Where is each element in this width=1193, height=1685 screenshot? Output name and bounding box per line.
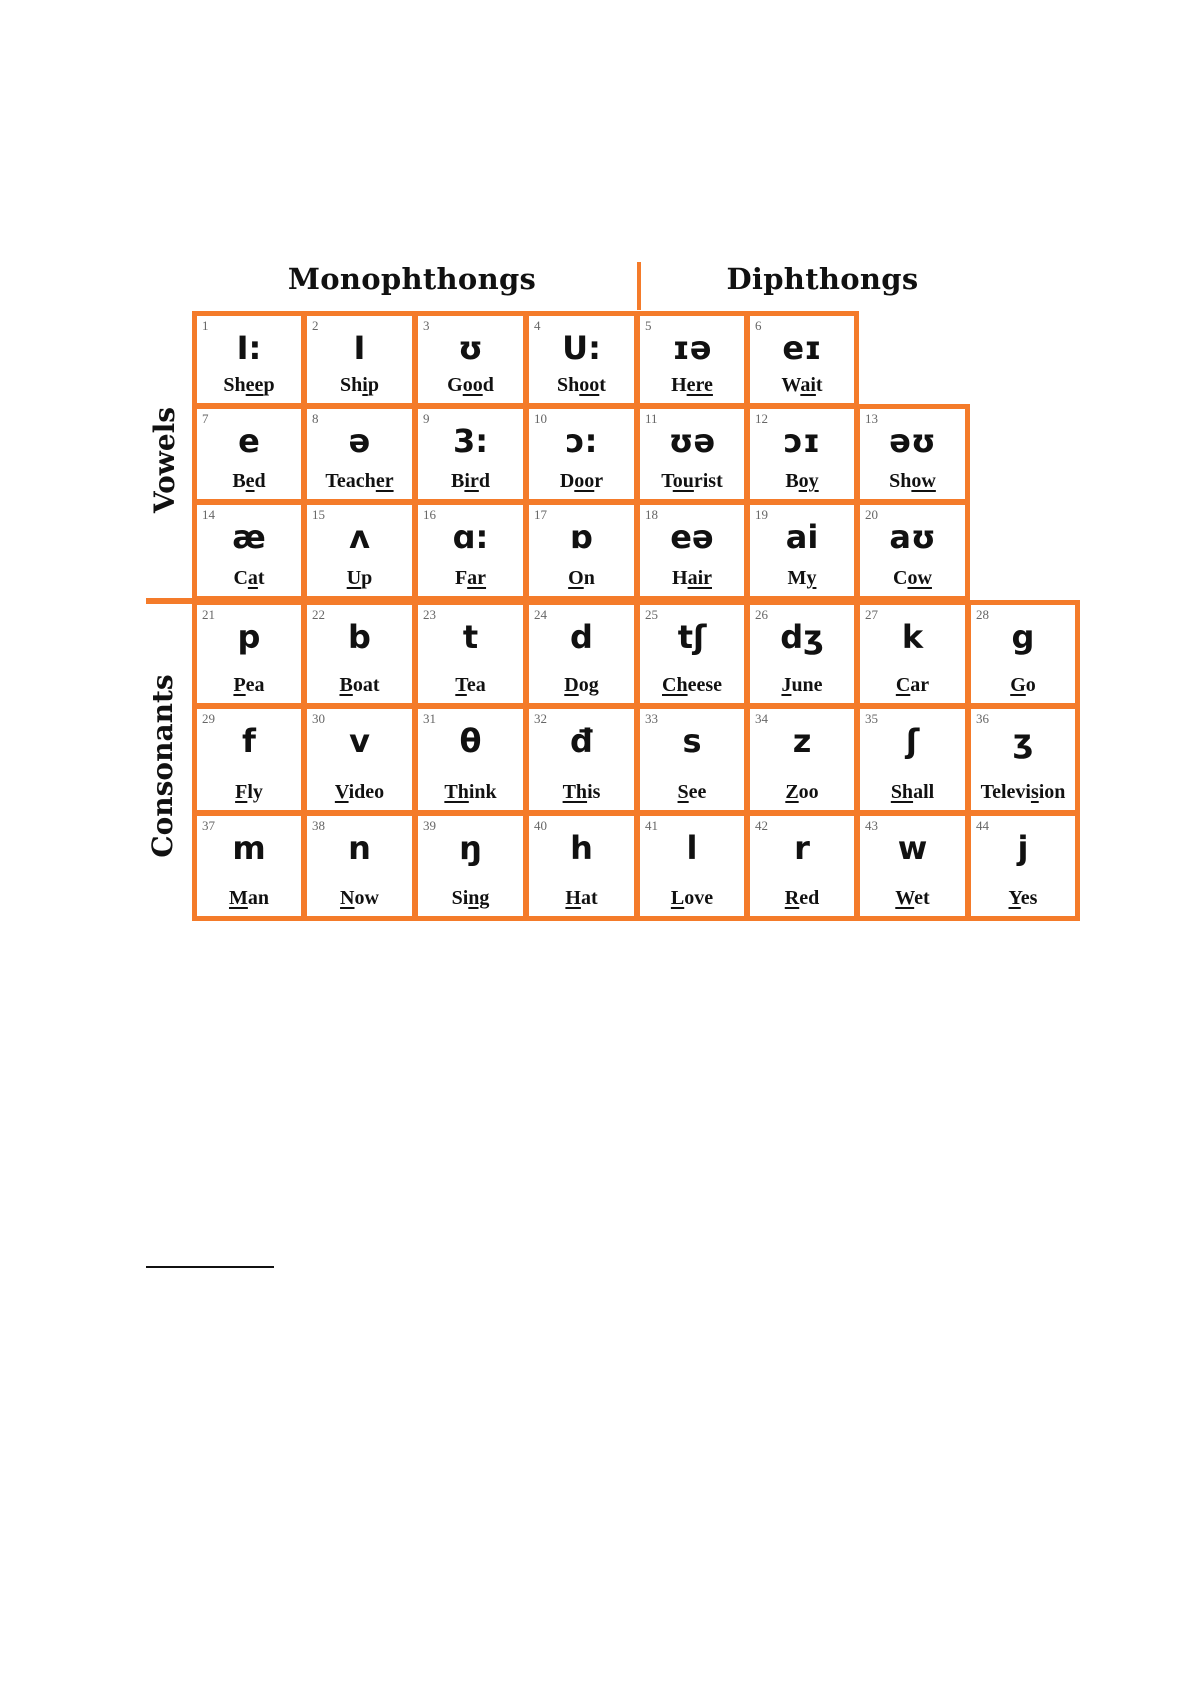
example-word-suffix: ee xyxy=(688,781,707,803)
phoneme-cell xyxy=(192,500,306,601)
example-word-highlight: L xyxy=(670,887,685,909)
example-word-suffix: ow xyxy=(354,887,379,909)
example-word-suffix: ar xyxy=(910,674,930,696)
phoneme-symbol: đ xyxy=(570,722,593,760)
phoneme-symbol: eɪ xyxy=(782,329,822,367)
example-word xyxy=(307,781,412,804)
phoneme-symbol: ɔɪ xyxy=(783,422,821,460)
example-word xyxy=(971,674,1075,697)
example-word xyxy=(197,674,301,697)
example-word-highlight: S xyxy=(677,781,689,803)
phoneme-number: 28 xyxy=(976,607,989,622)
example-word xyxy=(750,887,854,910)
phoneme-cell xyxy=(413,600,528,708)
example-word-highlight: U xyxy=(346,567,362,589)
phoneme-symbol: j xyxy=(1017,829,1029,867)
phoneme-number: 43 xyxy=(865,818,878,833)
example-word xyxy=(197,374,301,397)
phoneme-symbol: p xyxy=(237,618,261,656)
phoneme-number: 15 xyxy=(312,507,325,522)
phoneme-number: 29 xyxy=(202,711,215,726)
example-word xyxy=(860,781,965,804)
phoneme-cell xyxy=(635,500,749,601)
phoneme-symbol: ʃ xyxy=(905,722,920,760)
example-word-suffix: d xyxy=(478,470,490,492)
phoneme-symbol: U: xyxy=(562,329,601,367)
phoneme-cell xyxy=(855,500,970,601)
example-word-suffix: oat xyxy=(352,674,380,696)
header-diphthongs: Diphthongs xyxy=(726,262,919,296)
phoneme-number: 27 xyxy=(865,607,878,622)
example-word-highlight: e xyxy=(245,470,255,492)
phoneme-cell xyxy=(413,704,528,815)
example-word xyxy=(750,781,854,804)
example-word-highlight: a xyxy=(247,567,258,589)
phoneme-number: 39 xyxy=(423,818,436,833)
example-word-suffix: o xyxy=(1025,674,1036,696)
example-word-suffix: d xyxy=(482,374,494,396)
example-word-suffix: p xyxy=(263,374,275,396)
phoneme-number: 13 xyxy=(865,411,878,426)
phoneme-number: 30 xyxy=(312,711,325,726)
phoneme-number: 34 xyxy=(755,711,768,726)
phoneme-number: 9 xyxy=(423,411,430,426)
side-label-vowels: Vowels xyxy=(148,406,181,514)
example-word-suffix: oo xyxy=(798,781,819,803)
phoneme-symbol: w xyxy=(897,829,928,867)
example-word-prefix: T xyxy=(661,470,673,492)
example-word-suffix: r xyxy=(594,470,604,492)
example-word xyxy=(529,567,634,590)
phoneme-cell xyxy=(635,404,749,504)
example-word-suffix: all xyxy=(913,781,935,803)
phoneme-symbol: I xyxy=(353,329,366,367)
example-word xyxy=(750,674,854,697)
example-word-highlight: ng xyxy=(468,887,490,909)
example-word-highlight: V xyxy=(334,781,349,803)
phoneme-symbol: ɪə xyxy=(672,329,712,367)
phoneme-symbol: g xyxy=(1011,618,1035,656)
phoneme-symbol: ŋ xyxy=(459,829,482,867)
example-word-prefix: Si xyxy=(451,887,469,909)
phoneme-cell xyxy=(745,404,859,504)
example-word-highlight: G xyxy=(1010,674,1026,696)
example-word-highlight: er xyxy=(375,470,394,492)
example-word xyxy=(529,470,634,493)
phoneme-number: 5 xyxy=(645,318,652,333)
phoneme-number: 2 xyxy=(312,318,319,333)
example-word-suffix: rist xyxy=(693,470,723,492)
phoneme-cell xyxy=(745,500,859,601)
phoneme-number: 10 xyxy=(534,411,547,426)
example-word-suffix: ove xyxy=(684,887,714,909)
phoneme-cell xyxy=(524,704,639,815)
example-word-highlight: i xyxy=(362,374,368,396)
phoneme-number: 18 xyxy=(645,507,658,522)
example-word-prefix: Sh xyxy=(340,374,363,396)
example-word xyxy=(971,887,1075,910)
phoneme-cell xyxy=(524,500,639,601)
example-word xyxy=(971,781,1075,804)
phoneme-symbol: ɔ: xyxy=(565,422,598,460)
phoneme-symbol: ʊ xyxy=(458,329,483,367)
example-word-highlight: ai xyxy=(800,374,816,396)
example-word-prefix: M xyxy=(787,567,807,589)
example-word xyxy=(860,470,965,493)
phoneme-number: 44 xyxy=(976,818,989,833)
example-word xyxy=(197,887,301,910)
phoneme-symbol: e xyxy=(238,422,260,460)
phoneme-symbol: 3: xyxy=(452,422,489,460)
example-word-highlight: oy xyxy=(798,470,819,492)
phoneme-cell xyxy=(855,600,970,708)
example-word-suffix: t xyxy=(815,374,823,396)
phoneme-symbol: s xyxy=(682,722,702,760)
phoneme-symbol: aʊ xyxy=(889,518,936,556)
phoneme-cell xyxy=(524,600,639,708)
phoneme-cell xyxy=(413,311,528,408)
phoneme-cell xyxy=(855,404,970,504)
example-word-suffix: d xyxy=(254,470,266,492)
phoneme-symbol: ɒ xyxy=(570,518,593,556)
example-word-highlight: oo xyxy=(462,374,483,396)
example-word-highlight: B xyxy=(339,674,353,696)
phoneme-symbol: t xyxy=(462,618,479,656)
example-word xyxy=(197,781,301,804)
phoneme-symbol: ai xyxy=(785,518,819,556)
example-word xyxy=(529,887,634,910)
example-word xyxy=(418,567,523,590)
phoneme-number: 41 xyxy=(645,818,658,833)
example-word-prefix: G xyxy=(447,374,463,396)
example-word-prefix: F xyxy=(454,567,468,589)
phoneme-number: 26 xyxy=(755,607,768,622)
example-word xyxy=(640,470,744,493)
phoneme-symbol: v xyxy=(349,722,370,760)
example-word-suffix: t xyxy=(599,374,606,396)
phoneme-cell xyxy=(635,811,749,921)
example-word-highlight: Th xyxy=(444,781,469,803)
phoneme-symbol: ə xyxy=(348,422,371,460)
example-word-highlight: ou xyxy=(672,470,694,492)
example-word-highlight: ar xyxy=(467,567,487,589)
phoneme-number: 19 xyxy=(755,507,768,522)
example-word-suffix: es xyxy=(1020,887,1038,909)
phoneme-symbol: k xyxy=(901,618,924,656)
phoneme-number: 6 xyxy=(755,318,762,333)
example-word-highlight: oo xyxy=(579,374,600,396)
example-word-highlight: oo xyxy=(574,470,595,492)
phoneme-symbol: θ xyxy=(459,722,482,760)
phoneme-number: 16 xyxy=(423,507,436,522)
example-word-prefix: C xyxy=(893,567,908,589)
phoneme-number: 3 xyxy=(423,318,430,333)
example-word-highlight: C xyxy=(895,674,911,696)
phoneme-symbol: ʒ xyxy=(1012,722,1034,760)
example-word-suffix: ea xyxy=(245,674,265,696)
example-word-suffix: eese xyxy=(687,674,722,696)
example-word xyxy=(640,674,744,697)
phoneme-symbol: dʒ xyxy=(780,618,824,656)
example-word xyxy=(640,781,744,804)
footnote-rule xyxy=(146,1266,274,1268)
example-word-prefix: B xyxy=(232,470,246,492)
example-word-highlight: M xyxy=(228,887,248,909)
example-word-highlight: D xyxy=(564,674,579,696)
phoneme-symbol: b xyxy=(348,618,371,656)
phoneme-number: 38 xyxy=(312,818,325,833)
example-word xyxy=(529,674,634,697)
example-word-suffix: et xyxy=(914,887,930,909)
example-word xyxy=(307,887,412,910)
phoneme-cell xyxy=(635,704,749,815)
phoneme-number: 35 xyxy=(865,711,878,726)
phoneme-cell xyxy=(302,600,417,708)
phoneme-cell xyxy=(302,500,417,601)
example-word xyxy=(418,374,523,397)
phoneme-cell xyxy=(302,404,417,504)
phoneme-number: 25 xyxy=(645,607,658,622)
example-word-highlight: Sh xyxy=(890,781,914,803)
phoneme-cell xyxy=(192,600,306,708)
phoneme-symbol: tʃ xyxy=(677,618,707,656)
phoneme-number: 7 xyxy=(202,411,209,426)
example-word-highlight: s xyxy=(1030,781,1039,803)
example-word xyxy=(750,470,854,493)
phoneme-cell xyxy=(855,704,970,815)
phoneme-number: 33 xyxy=(645,711,658,726)
phoneme-cell xyxy=(966,811,1080,921)
phoneme-number: 8 xyxy=(312,411,319,426)
phoneme-cell xyxy=(192,311,306,408)
example-word xyxy=(197,567,301,590)
phoneme-number: 4 xyxy=(534,318,541,333)
phoneme-number: 14 xyxy=(202,507,215,522)
example-word-highlight: Th xyxy=(562,781,588,803)
phoneme-number: 20 xyxy=(865,507,878,522)
example-word-suffix: t xyxy=(257,567,265,589)
phoneme-number: 42 xyxy=(755,818,768,833)
phoneme-symbol: I: xyxy=(236,329,262,367)
example-word-highlight: ow xyxy=(911,470,936,492)
phoneme-symbol: ʊə xyxy=(668,422,716,460)
example-word-suffix: og xyxy=(578,674,599,696)
phoneme-cell xyxy=(745,704,859,815)
example-word-prefix: B xyxy=(785,470,799,492)
phoneme-cell xyxy=(413,500,528,601)
example-word xyxy=(307,470,412,493)
phoneme-cell xyxy=(192,811,306,921)
phoneme-symbol: ʌ xyxy=(349,518,370,556)
example-word xyxy=(750,374,854,397)
example-word-prefix: H xyxy=(671,374,687,396)
example-word-highlight: R xyxy=(784,887,800,909)
phoneme-symbol: l xyxy=(686,829,698,867)
example-word-suffix: at xyxy=(580,887,598,909)
phoneme-cell xyxy=(302,311,417,408)
phoneme-number: 11 xyxy=(645,411,658,426)
example-word-highlight: P xyxy=(233,674,246,696)
example-word-highlight: ere xyxy=(686,374,713,396)
phoneme-cell xyxy=(524,811,639,921)
phoneme-cell xyxy=(635,600,749,708)
phoneme-cell xyxy=(745,811,859,921)
phoneme-number: 36 xyxy=(976,711,989,726)
example-word xyxy=(860,674,965,697)
phoneme-cell xyxy=(192,704,306,815)
example-word-highlight: Y xyxy=(1008,887,1021,909)
example-word xyxy=(418,470,523,493)
phoneme-symbol: n xyxy=(348,829,371,867)
example-word-prefix: Sh xyxy=(889,470,912,492)
example-word-highlight: N xyxy=(340,887,355,909)
example-word-prefix: C xyxy=(233,567,248,589)
example-word-prefix: Teach xyxy=(325,470,376,492)
example-word-highlight: y xyxy=(806,567,817,589)
example-word-suffix: an xyxy=(247,887,269,909)
example-word xyxy=(860,887,965,910)
example-word xyxy=(307,674,412,697)
example-word-highlight: J xyxy=(781,674,792,696)
example-word-prefix: Televi xyxy=(980,781,1031,803)
side-label-consonants: Consonants xyxy=(146,674,179,858)
phoneme-symbol: m xyxy=(232,829,266,867)
example-word-suffix: ly xyxy=(247,781,263,803)
phoneme-cell xyxy=(524,404,639,504)
phoneme-cell xyxy=(745,311,859,408)
example-word xyxy=(860,567,965,590)
phoneme-cell xyxy=(192,404,306,504)
phoneme-number: 22 xyxy=(312,607,325,622)
example-word xyxy=(418,674,523,697)
phoneme-symbol: z xyxy=(792,722,812,760)
phoneme-cell xyxy=(413,811,528,921)
header-divider xyxy=(637,262,641,310)
phoneme-symbol: f xyxy=(242,722,256,760)
phoneme-number: 24 xyxy=(534,607,547,622)
example-word-suffix: p xyxy=(361,567,373,589)
phoneme-number: 1 xyxy=(202,318,209,333)
example-word-prefix: D xyxy=(559,470,575,492)
phoneme-number: 12 xyxy=(755,411,768,426)
example-word-suffix: n xyxy=(583,567,595,589)
example-word-highlight: ir xyxy=(464,470,479,492)
example-word-suffix: p xyxy=(367,374,379,396)
example-word-suffix: ideo xyxy=(348,781,385,803)
example-word-suffix: ed xyxy=(799,887,820,909)
example-word-suffix: ea xyxy=(466,674,486,696)
example-word xyxy=(529,374,634,397)
example-word xyxy=(640,567,744,590)
example-word xyxy=(640,887,744,910)
example-word-suffix: une xyxy=(791,674,823,696)
phoneme-symbol: ɑ: xyxy=(452,518,489,556)
example-word-suffix: ion xyxy=(1038,781,1066,803)
phoneme-cell xyxy=(855,811,970,921)
phoneme-symbol: r xyxy=(794,829,810,867)
example-word xyxy=(529,781,634,804)
phoneme-symbol: h xyxy=(570,829,593,867)
example-word-highlight: Ch xyxy=(662,674,688,696)
example-word-prefix: W xyxy=(781,374,801,396)
example-word xyxy=(750,567,854,590)
phoneme-symbol: æ xyxy=(232,518,266,556)
phoneme-number: 32 xyxy=(534,711,547,726)
phoneme-number: 23 xyxy=(423,607,436,622)
example-word-highlight: W xyxy=(895,887,915,909)
phoneme-number: 21 xyxy=(202,607,215,622)
example-word-suffix: ink xyxy=(468,781,497,803)
phoneme-cell xyxy=(966,600,1080,708)
example-word xyxy=(418,781,523,804)
phoneme-cell xyxy=(413,404,528,504)
example-word xyxy=(197,470,301,493)
phoneme-cell xyxy=(745,600,859,708)
example-word-highlight: O xyxy=(568,567,584,589)
example-word-highlight: F xyxy=(235,781,248,803)
example-word-prefix: B xyxy=(451,470,465,492)
example-word-highlight: H xyxy=(565,887,581,909)
example-word xyxy=(418,887,523,910)
example-word xyxy=(307,567,412,590)
example-word-prefix: Sh xyxy=(223,374,246,396)
example-word-highlight: ee xyxy=(245,374,264,396)
phoneme-cell xyxy=(524,311,639,408)
phoneme-cell xyxy=(302,704,417,815)
example-word-prefix: Sh xyxy=(557,374,580,396)
phoneme-symbol: d xyxy=(570,618,593,656)
phoneme-cell xyxy=(302,811,417,921)
phoneme-number: 40 xyxy=(534,818,547,833)
phoneme-number: 17 xyxy=(534,507,547,522)
example-word-highlight: ow xyxy=(907,567,932,589)
phoneme-number: 31 xyxy=(423,711,436,726)
example-word-highlight: air xyxy=(687,567,712,589)
phoneme-cell xyxy=(966,704,1080,815)
example-word-prefix: H xyxy=(672,567,688,589)
vowel-consonant-divider xyxy=(146,598,196,604)
header-monophthongs: Monophthongs xyxy=(287,262,537,296)
example-word xyxy=(307,374,412,397)
phoneme-cell xyxy=(635,311,749,408)
example-word-highlight: T xyxy=(455,674,467,696)
example-word-highlight: Z xyxy=(785,781,799,803)
example-word-suffix: is xyxy=(587,781,601,803)
phoneme-number: 37 xyxy=(202,818,215,833)
example-word xyxy=(640,374,744,397)
phoneme-symbol: əʊ xyxy=(889,422,936,460)
phoneme-symbol: eə xyxy=(670,518,714,556)
